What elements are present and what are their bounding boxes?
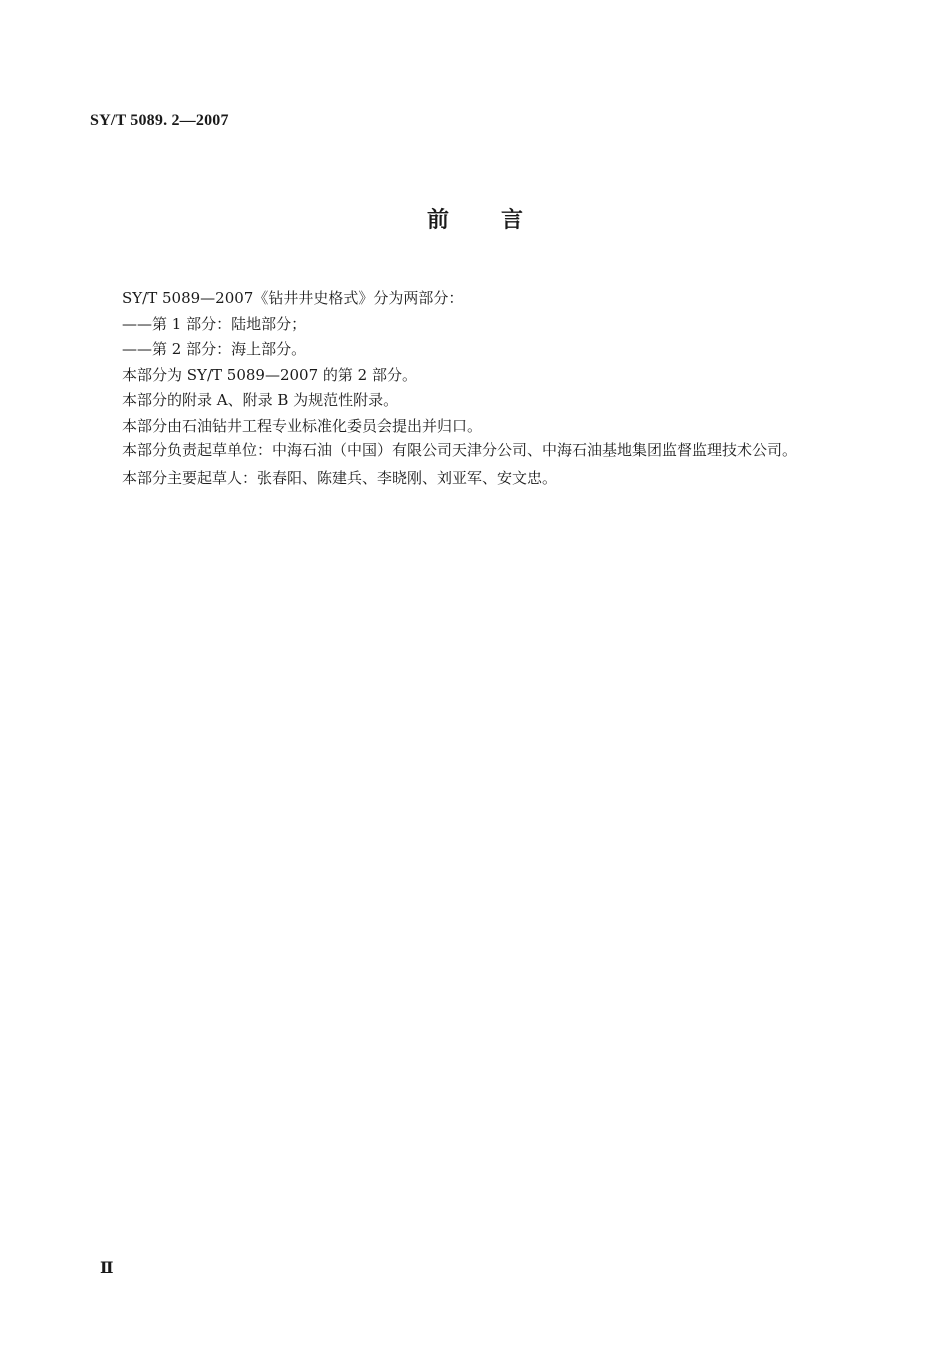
paragraph-this-part: 本部分为 SY/T 5089—2007 的第 2 部分。 [122, 365, 417, 384]
page-number: Ⅱ [100, 1260, 114, 1277]
standard-code: SY/T 5089. 2—2007 [90, 112, 229, 129]
paragraph-parts-intro: SY/T 5089—2007《钻井井史格式》分为两部分： [122, 289, 464, 307]
paragraph-annexes: 本部分的附录 A、附录 B 为规范性附录。 [122, 391, 399, 409]
paragraph-drafters: 本部分主要起草人：张春阳、陈建兵、李晓刚、刘亚军、安文忠。 [122, 469, 558, 487]
title-char-2: 言 [501, 208, 524, 233]
paragraph-part-2: ——第 2 部分：海上部分。 [122, 340, 307, 358]
foreword-body [90, 286, 860, 492]
page-title [0, 203, 950, 234]
title-char-1: 前 [426, 208, 449, 233]
paragraph-part-1: ——第 1 部分：陆地部分； [122, 314, 307, 333]
paragraph-proposer: 本部分由石油钻井工程专业标准化委员会提出并归口。 [122, 416, 483, 435]
paragraph-drafting-units: 本部分负责起草单位：中海石油（中国）有限公司天津分公司、中海石油基地集团监督监理技术公司。 [122, 441, 798, 459]
